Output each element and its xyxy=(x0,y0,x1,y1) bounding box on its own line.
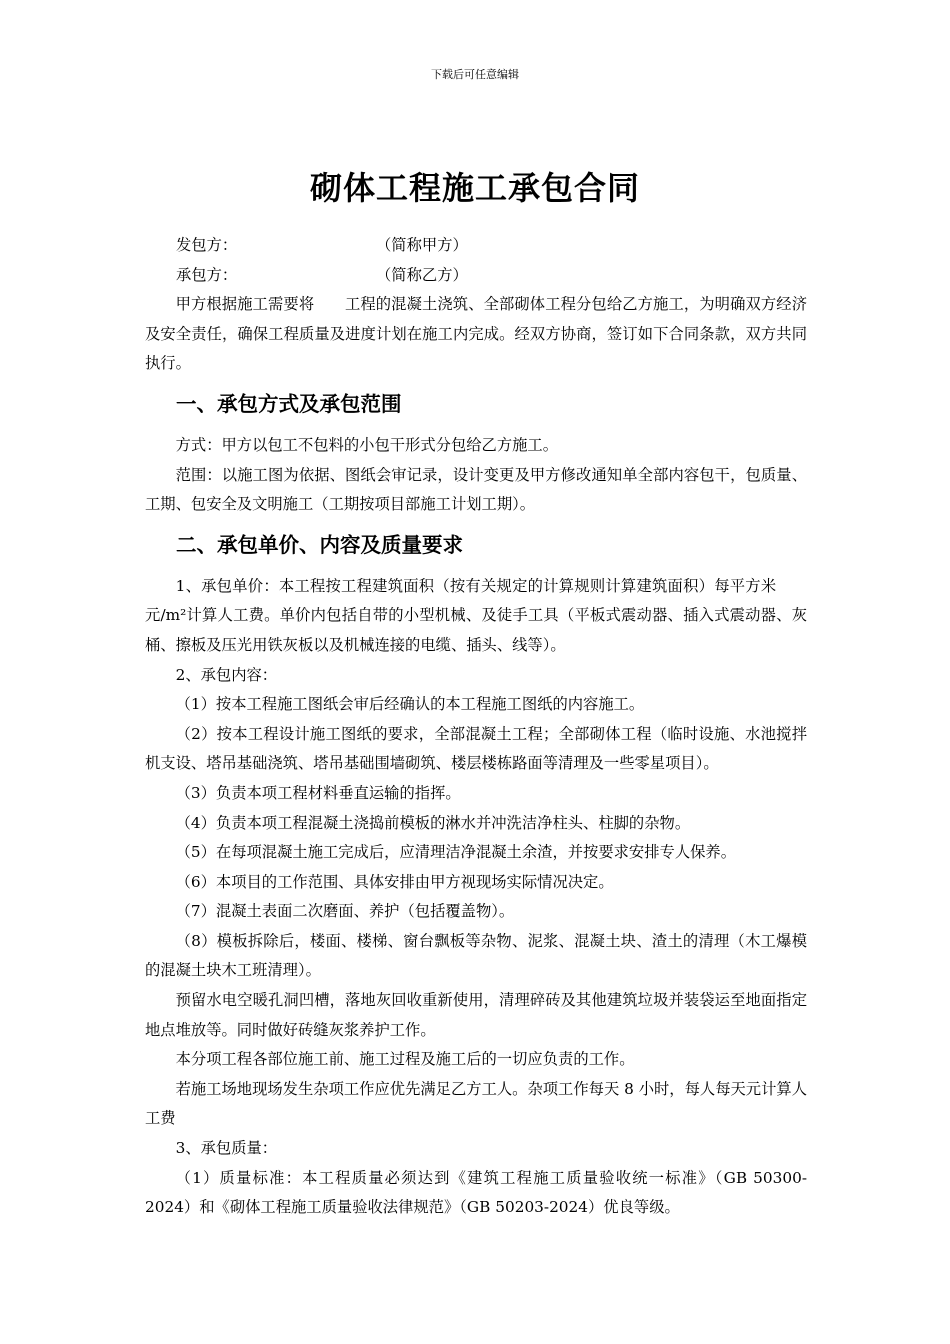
unit-price-before: 1、承包单价：本工程按工程建筑面积（按有关规定的计算规则计算建筑面积）每平方米 xyxy=(175,576,777,595)
party-suffix: （简称甲方） xyxy=(376,236,468,254)
party-label: 承包方： xyxy=(176,265,238,284)
section-1-heading: 一、承包方式及承包范围 xyxy=(176,391,402,416)
intro-paragraph xyxy=(145,290,807,379)
content-item: （4）负责本项工程混凝土浇捣前模板的淋水并冲洗洁净柱头、柱脚的杂物。 xyxy=(175,813,691,832)
content-heading: 2、承包内容： xyxy=(175,665,278,684)
content-item: （1）按本工程施工图纸会审后经确认的本工程施工图纸的内容施工。 xyxy=(175,695,645,714)
unit-price-paragraph xyxy=(145,572,807,661)
header-note: 下载后可任意编辑 xyxy=(431,68,519,81)
party-suffix: （简称乙方） xyxy=(376,265,468,284)
content-item: 预留水电空暖孔洞凹槽，落地灰回收重新使用，清理碎砖及其他建筑垃圾并装袋运至地面指定地点堆放等。同时做好砖缝灰浆养护工作。 xyxy=(145,991,807,1039)
party-employer xyxy=(145,231,807,261)
section-1-scope: 范围：以施工图为依据、图纸会审记录，设计变更及甲方修改通知单全部内容包干，包质量、工期、包安全及文明施工（工期按项目部施工计划工期）。 xyxy=(145,465,807,514)
intro-after: 工程的混凝土浇筑、全部砌体工程分包给乙方施工，为明确双方经济及安全责任，确保工程质量及进度计划在施工内完成。经双方协商，签订如下合同条款，双方共同执行。 xyxy=(145,295,807,373)
content-item: （3）负责本项工程材料垂直运输的指挥。 xyxy=(175,783,461,802)
party-contractor xyxy=(145,261,807,291)
quality-item: （1）质量标准：本工程质量必须达到《建筑工程施工质量验收统一标准》（GB 50300-2024）和《砌体工程施工质量验收法律规范》（GB 50203-2024）优良等级。 xyxy=(145,1168,807,1217)
content-item: （7）混凝土表面二次磨面、养护（包括覆盖物）。 xyxy=(175,902,515,921)
quality-heading: 3、承包质量： xyxy=(175,1139,278,1158)
section-1-method: 方式：甲方以包工不包料的小包干形式分包给乙方施工。 xyxy=(175,435,559,454)
intro-before: 甲方根据施工需要将 xyxy=(175,295,315,314)
party-label: 发包方： xyxy=(176,236,238,254)
document-title: 砌体工程施工承包合同 xyxy=(309,169,640,207)
content-item: （8）模板拆除后，楼面、楼梯、窗台飘板等杂物、泥浆、混凝土块、渣土的清理（木工爆模的混凝土块木工班清理）。 xyxy=(145,931,807,980)
document-body xyxy=(145,231,807,1223)
content-item: （2）按本工程设计施工图纸的要求，全部混凝土工程；全部砌体工程（临时设施、水池搅拌机支设、塔吊基础浇筑、塔吊基础围墙砌筑、楼层楼栋路面等清理及一些零星项目）。 xyxy=(145,724,807,773)
content-item: （5）在每项混凝土施工完成后，应清理洁净混凝土余渣，并按要求安排专人保养。 xyxy=(175,843,737,862)
unit-price-after: 元/m²计算人工费。单价内包括自带的小型机械、及徒手工具（平板式震动器、插入式震动器、灰桶、擦板及压光用铁灰板以及机械连接的电缆、插头、线等）。 xyxy=(145,606,807,654)
content-item: （6）本项目的工作范围、具体安排由甲方视现场实际情况决定。 xyxy=(175,872,614,891)
section-2-heading: 二、承包单价、内容及质量要求 xyxy=(176,532,463,557)
content-item: 若施工场地现场发生杂项工作应优先满足乙方工人。杂项工作每天 8 小时，每人每天元计算人工费 xyxy=(145,1079,807,1128)
content-item: 本分项工程各部位施工前、施工过程及施工后的一切应负责的工作。 xyxy=(175,1050,635,1069)
